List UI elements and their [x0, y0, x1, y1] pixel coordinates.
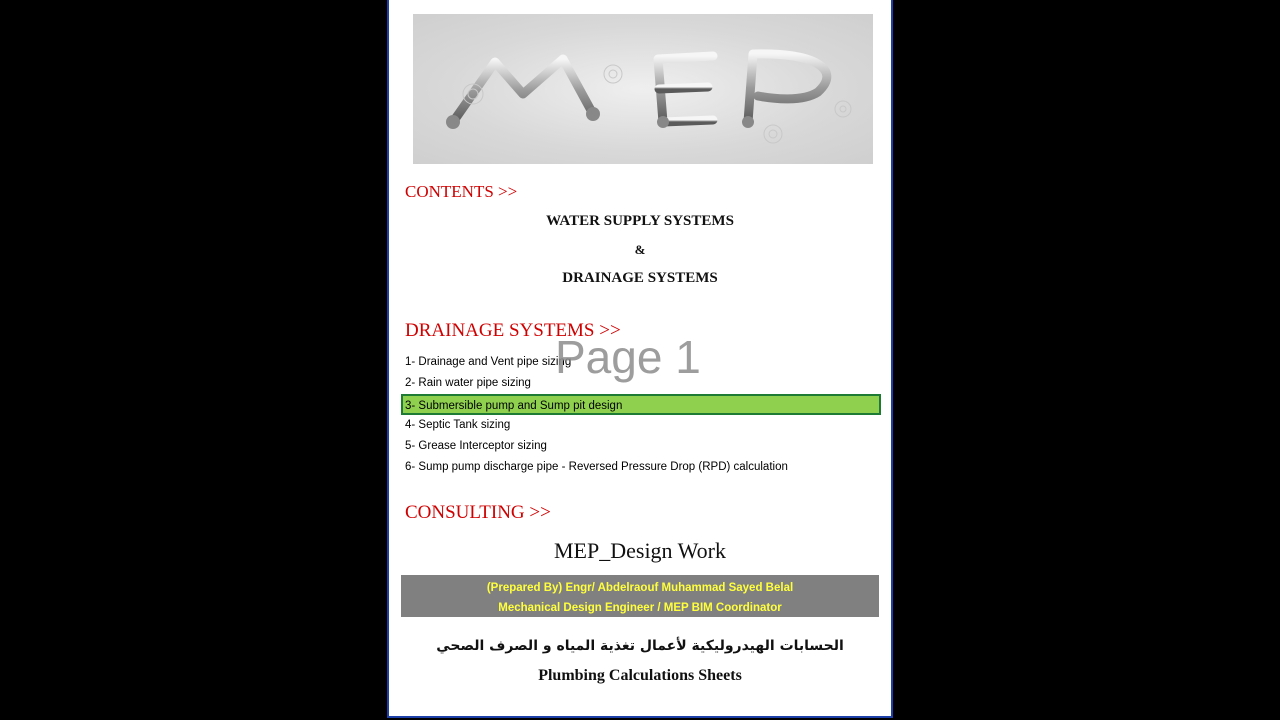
mep-logo-banner [413, 14, 873, 164]
water-supply-title: WATER SUPPLY SYSTEMS [546, 213, 734, 229]
drainage-systems-heading: DRAINAGE SYSTEMS >> [405, 320, 621, 341]
prepared-by-line: (Prepared By) Engr/ Abdelraouf Muhammad Sayed Belal [486, 582, 794, 594]
list-item[interactable]: 4- Septic Tank sizing [405, 419, 511, 431]
mep-pipe-logo-icon [413, 14, 873, 164]
drainage-topics-list [405, 352, 881, 478]
consulting-heading: CONSULTING >> [405, 502, 551, 523]
list-item[interactable]: 5- Grease Interceptor sizing [405, 440, 547, 452]
drainage-title: DRAINAGE SYSTEMS [562, 270, 718, 286]
prepared-by-box [401, 575, 879, 617]
plumbing-calculations-title: Plumbing Calculations Sheets [538, 667, 742, 684]
page-top-edge [389, 0, 891, 4]
contents-heading: CONTENTS >> [405, 182, 518, 201]
ampersand: & [634, 242, 646, 257]
spreadsheet-page [387, 0, 893, 718]
mep-design-work-title: MEP_Design Work [554, 538, 726, 563]
list-item[interactable]: 1- Drainage and Vent pipe sizing [405, 356, 572, 368]
job-title-line: Mechanical Design Engineer / MEP BIM Coordinator [498, 602, 782, 614]
page-number-watermark: Page 1 [555, 331, 701, 383]
list-item[interactable]: 2- Rain water pipe sizing [405, 377, 531, 389]
arabic-subtitle: الحسابات الهيدروليكية لأعمال تغذية المياه و الصرف الصحي [436, 638, 844, 654]
selected-cell[interactable]: 3- Submersible pump and Sump pit design [401, 394, 881, 415]
list-item[interactable]: 6- Sump pump discharge pipe - Reversed Pressure Drop (RPD) calculation [405, 461, 788, 473]
